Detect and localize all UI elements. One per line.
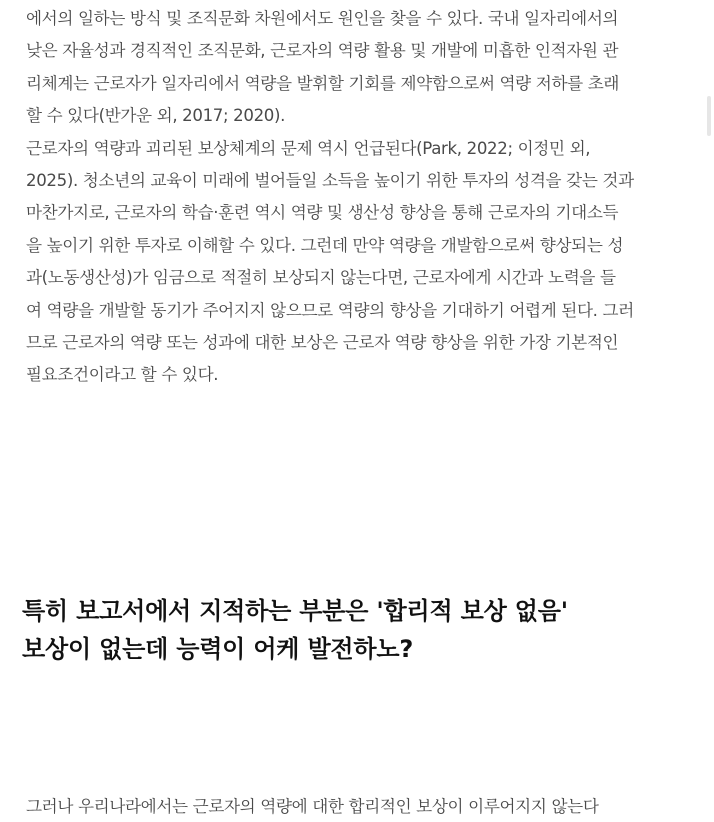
excerpt-line: 리체계는 근로자가 일자리에서 역량을 발휘할 기회를 제약함으로써 역량 저하를 초래 xyxy=(26,73,620,93)
report-excerpt-bottom xyxy=(26,792,686,822)
scrollbar-thumb[interactable] xyxy=(707,96,711,136)
comment-line-1: 특히 보고서에서 지적하는 부분은 '합리적 보상 없음' xyxy=(22,597,568,625)
scrollbar[interactable] xyxy=(700,0,714,821)
comment-line-2: 보상이 없는데 능력이 어케 발전하노? xyxy=(22,635,414,663)
excerpt-line: 을 높이기 위한 투자로 이해할 수 있다. 그런데 만약 역량을 개발함으로써 향상되는 성 xyxy=(26,235,624,255)
excerpt-line: 에서의 일하는 방식 및 조직문화 차원에서도 원인을 찾을 수 있다. 국내 일자리에서의 xyxy=(26,9,619,28)
excerpt-line: 근로자의 역량과 괴리된 보상체계의 문제 역시 언급된다(Park, 2022; 이정민 외, xyxy=(26,138,591,158)
excerpt-line: 과(노동생산성)가 임금으로 적절히 보상되지 않는다면, 근로자에게 시간과 노력을 들 xyxy=(26,268,616,288)
report-excerpt-top xyxy=(26,0,686,392)
post-comment xyxy=(22,592,692,668)
excerpt-line: 낮은 자율성과 경직적인 조직문화, 근로자의 역량 활용 및 개발에 미흡한 인적자원 관 xyxy=(26,41,619,61)
excerpt-line: 므로 근로자의 역량 또는 성과에 대한 보상은 근로자 역량 향상을 위한 가장 기본적인 xyxy=(26,332,619,352)
excerpt-line: 필요조건이라고 할 수 있다. xyxy=(26,365,219,385)
excerpt-line: 마찬가지로, 근로자의 학습·훈련 역시 역량 및 생산성 향상을 통해 근로자의 기대소득 xyxy=(26,203,619,223)
excerpt-line: 할 수 있다(반가운 외, 2017; 2020). xyxy=(26,106,286,126)
excerpt-line: 2025). 청소년의 교육이 미래에 벌어들일 소득을 높이기 위한 투자의 성격을 갖는 것과 xyxy=(26,170,634,190)
excerpt-line: 여 역량을 개발할 동기가 주어지지 않으므로 역량의 향상을 기대하기 어렵게 된다. 그러 xyxy=(26,300,634,320)
excerpt-line: 그러나 우리나라에서는 근로자의 역량에 대한 합리적인 보상이 이루어지지 않는다 xyxy=(26,797,599,816)
